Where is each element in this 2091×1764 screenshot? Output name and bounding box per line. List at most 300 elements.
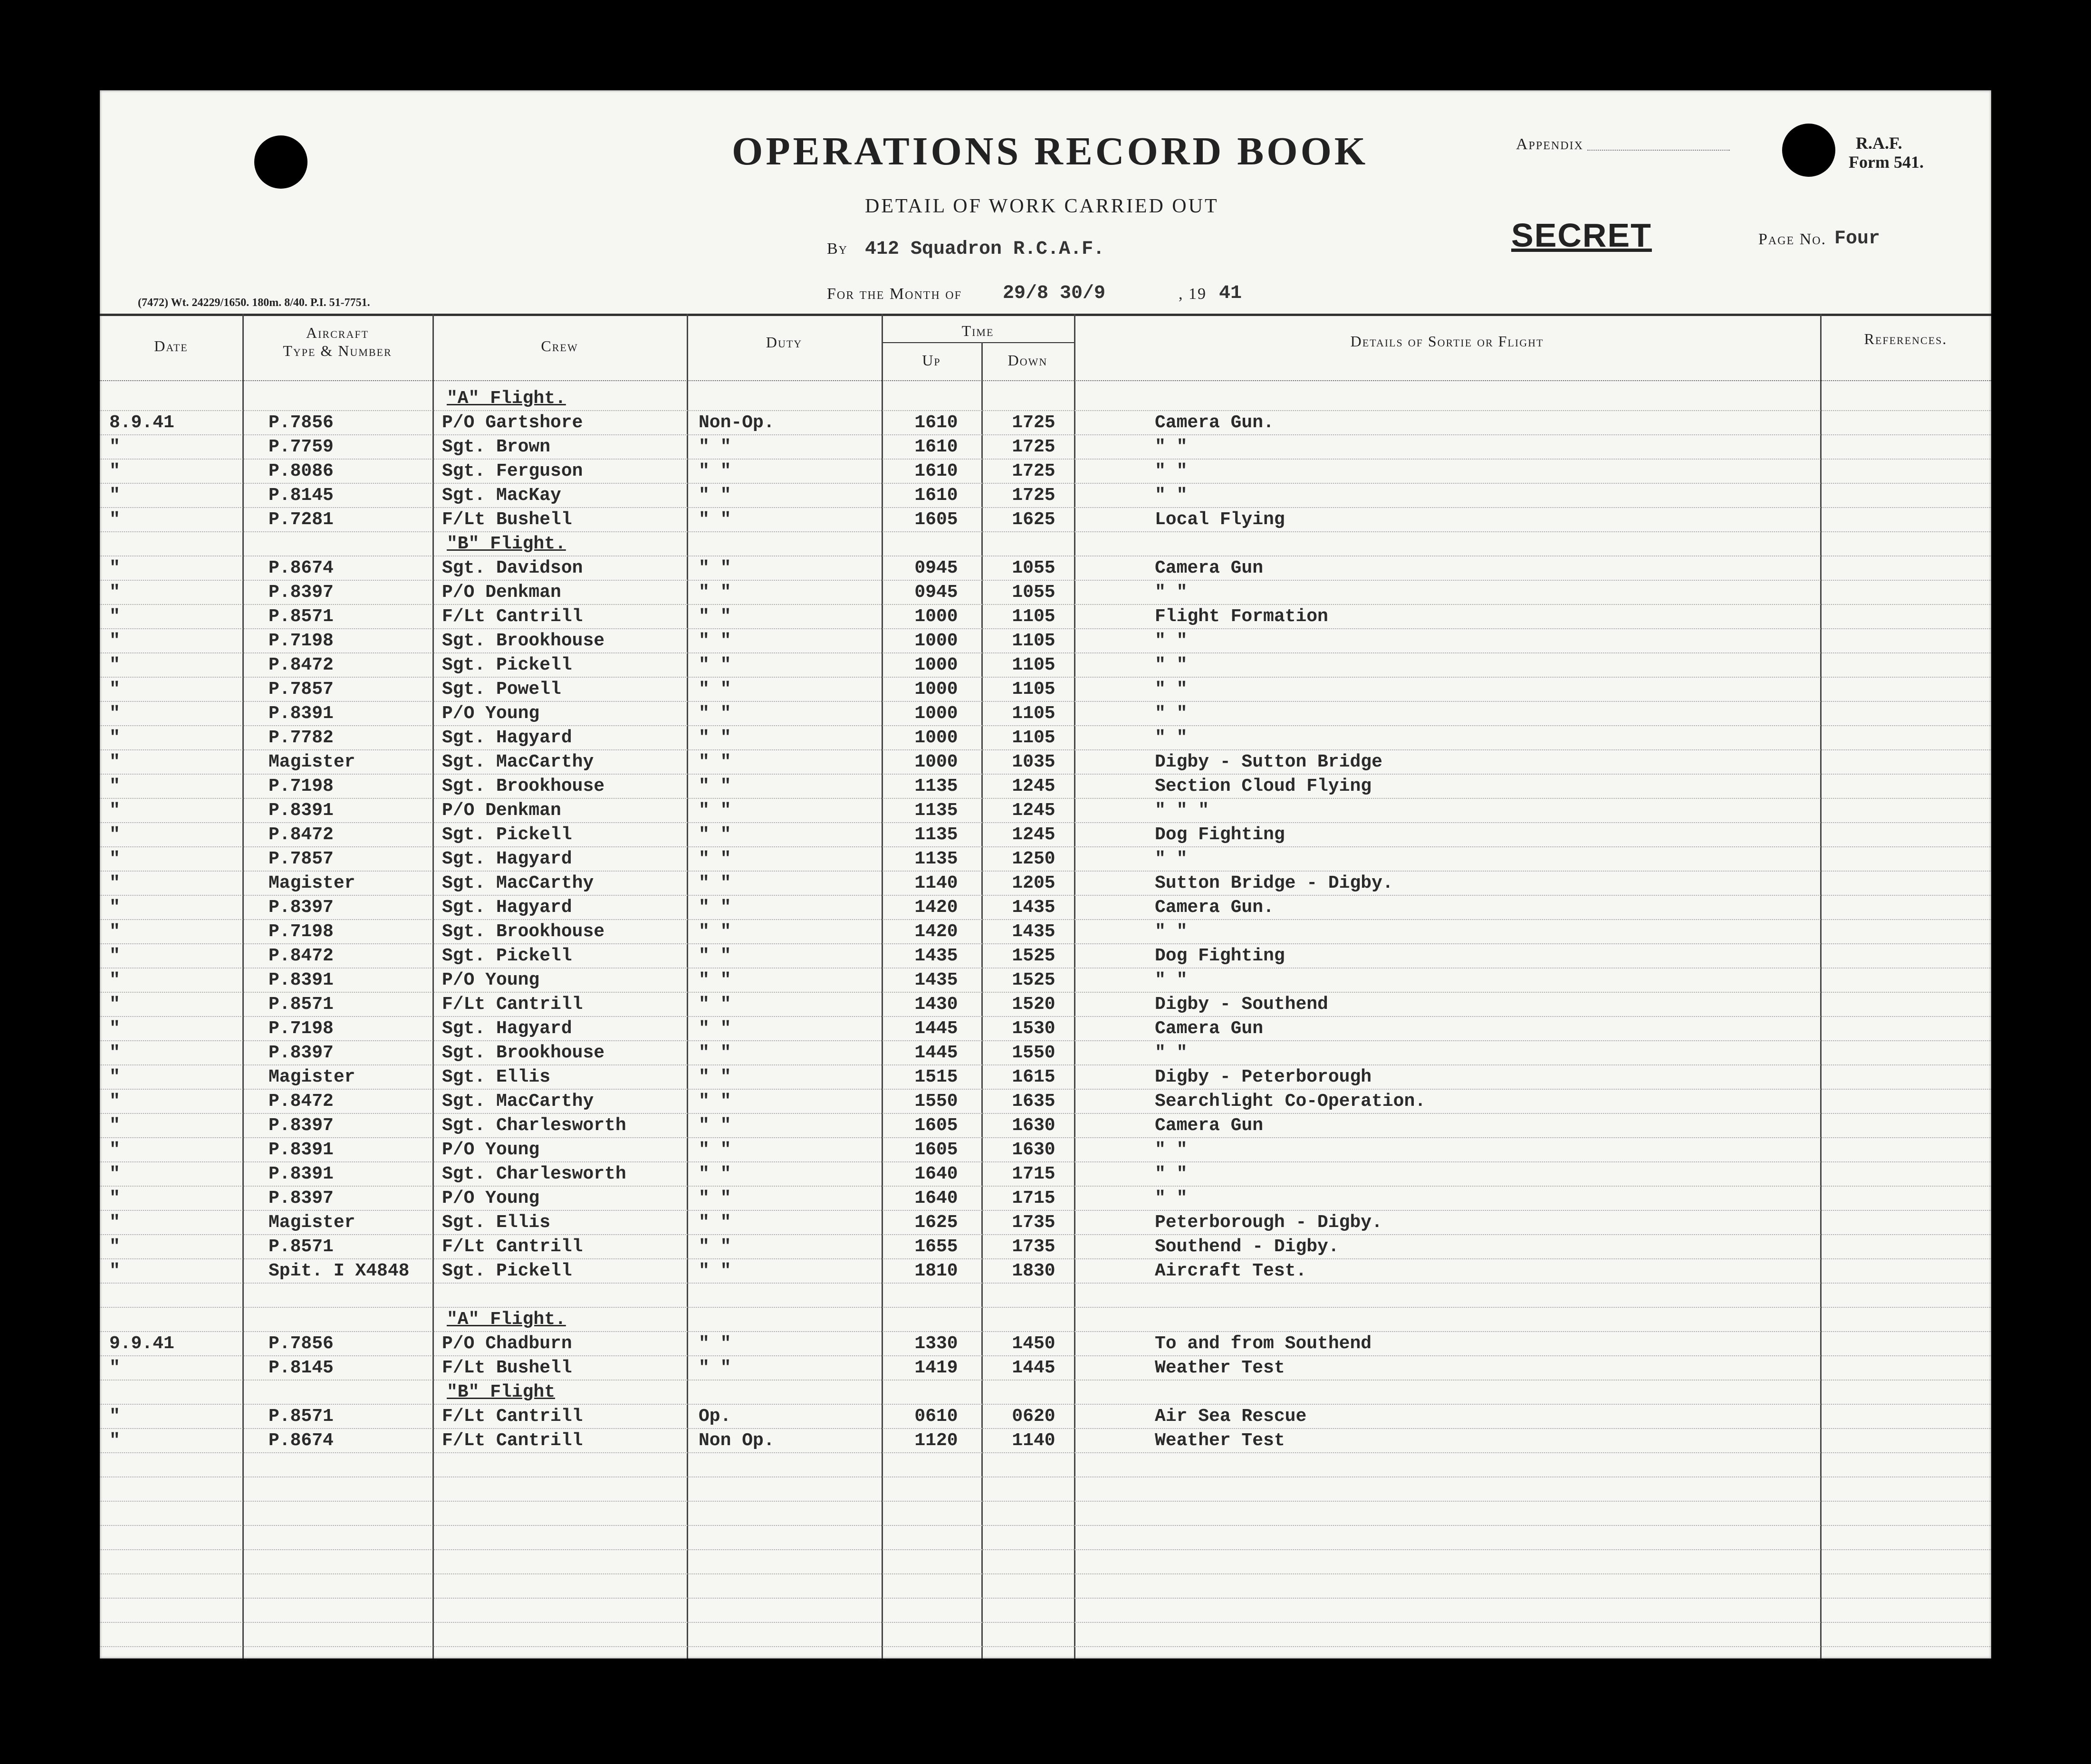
date-cell: " [109,1261,120,1281]
details-cell: " " [1155,582,1188,603]
time-up-cell: 1135 [914,800,958,821]
details-cell: Weather Test [1155,1430,1285,1451]
row-rule [100,1040,1991,1041]
time-up-cell: 1330 [914,1333,958,1354]
time-down-cell: 0620 [1012,1406,1055,1427]
aircraft-cell: P.8391 [269,1140,334,1160]
date-cell: " [109,946,120,966]
details-cell: Dog Fighting [1155,824,1285,845]
crew-cell: Sgt. Pickell [442,824,572,845]
crew-cell: Sgt. Hagyard [442,897,572,918]
date-cell: " [109,1043,120,1063]
duty-cell: " " [699,824,731,845]
time-down-cell: 1250 [1012,849,1055,869]
date-cell: " [109,679,120,700]
details-cell: Air Sea Rescue [1155,1406,1307,1427]
time-down-cell: 1830 [1012,1261,1055,1281]
date-cell: " [109,897,120,918]
time-up-cell: 1550 [914,1091,958,1112]
duty-cell: " " [699,1018,731,1039]
aircraft-cell: P.8674 [269,1430,334,1451]
by-value: 412 Squadron R.C.A.F. [865,239,1105,260]
date-cell: " [109,485,120,506]
row-rule [100,1355,1991,1356]
time-down-cell: 1715 [1012,1188,1055,1208]
flight-section-label: "A" Flight. [447,388,566,409]
header-date: Date [154,337,188,355]
duty-cell: " " [699,485,731,506]
aircraft-cell: P.7759 [269,437,334,457]
time-down-cell: 1725 [1012,412,1055,433]
date-cell: " [109,1188,120,1208]
duty-cell: " " [699,946,731,966]
crew-cell: F/Lt Bushell [442,509,572,530]
duty-cell: " " [699,703,731,724]
row-rule [100,1646,1991,1647]
aircraft-cell: P.8472 [269,946,334,966]
header-details: Details of Sortie or Flight [1350,333,1544,350]
crew-cell: Sgt. MacCarthy [442,1091,594,1112]
row-rule [100,871,1991,872]
aircraft-cell: Magister [269,1212,355,1233]
row-rule [100,410,1991,411]
time-up-cell: 1135 [914,824,958,845]
date-cell: " [109,703,120,724]
date-cell: " [109,728,120,748]
date-cell: " [109,461,120,481]
time-down-cell: 1435 [1012,921,1055,942]
row-rule [100,1428,1991,1429]
crew-cell: Sgt. Pickell [442,1261,572,1281]
time-down-cell: 1630 [1012,1115,1055,1136]
details-cell: Searchlight Co-Operation. [1155,1091,1426,1112]
aircraft-cell: P.8397 [269,1188,334,1208]
date-cell: " [109,582,120,603]
flight-section-label: "B" Flight. [447,534,566,554]
row-rule [100,483,1991,484]
duty-cell: Non Op. [699,1430,775,1451]
duty-cell: " " [699,994,731,1015]
row-rule [100,943,1991,944]
time-up-cell: 1515 [914,1067,958,1087]
date-cell: 9.9.41 [109,1333,174,1354]
time-up-cell: 1610 [914,485,958,506]
month-value: 29/8 30/9 [1003,283,1106,304]
crew-cell: Sgt. Davidson [442,558,583,578]
aircraft-cell: P.8571 [269,1237,334,1257]
details-cell: Weather Test [1155,1358,1285,1378]
aircraft-cell: P.8571 [269,606,334,627]
time-up-cell: 1000 [914,752,958,772]
time-up-cell: 1610 [914,437,958,457]
column-rule [981,342,983,1659]
row-rule [100,531,1991,532]
time-down-cell: 1245 [1012,824,1055,845]
details-cell: " " [1155,1140,1188,1160]
crew-cell: Sgt. Hagyard [442,728,572,748]
row-rule [100,1186,1991,1187]
details-cell: Dog Fighting [1155,946,1285,966]
time-up-cell: 1605 [914,1140,958,1160]
secret-stamp: SECRET [1511,217,1652,254]
row-rule [100,1380,1991,1381]
time-up-cell: 0945 [914,582,958,603]
header-bottom-rule [100,380,1991,381]
row-rule [100,774,1991,775]
aircraft-cell: P.7198 [269,921,334,942]
row-rule [100,1258,1991,1259]
crew-cell: Sgt. Brookhouse [442,776,605,796]
details-cell: Camera Gun [1155,558,1264,578]
row-rule [100,798,1991,799]
duty-cell: " " [699,679,731,700]
details-cell: " " [1155,1043,1188,1063]
row-rule [100,919,1991,920]
raf-label: R.A.F. [1856,134,1902,153]
time-down-cell: 1630 [1012,1140,1055,1160]
date-cell: " [109,1212,120,1233]
duty-cell: " " [699,558,731,578]
duty-cell: " " [699,921,731,942]
date-cell: " [109,824,120,845]
time-up-cell: 1135 [914,776,958,796]
details-cell: " " " [1155,800,1209,821]
crew-cell: P/O Denkman [442,800,561,821]
row-rule [100,1622,1991,1623]
date-cell: " [109,1430,120,1451]
column-rule [242,314,244,1659]
duty-cell: " " [699,800,731,821]
details-cell: " " [1155,970,1188,990]
time-up-cell: 1140 [914,873,958,893]
crew-cell: F/Lt Bushell [442,1358,572,1378]
details-cell: Southend - Digby. [1155,1237,1339,1257]
time-up-cell: 1430 [914,994,958,1015]
aircraft-cell: P.8397 [269,897,334,918]
duty-cell: " " [699,1237,731,1257]
duty-cell: " " [699,1043,731,1063]
column-rule [882,314,883,1659]
appendix-label: Appendix [1516,135,1583,153]
date-cell: " [109,1164,120,1184]
header-down: Down [1007,352,1048,369]
crew-cell: Sgt. Ellis [442,1212,551,1233]
aircraft-cell: P.7856 [269,412,334,433]
time-down-cell: 1725 [1012,485,1055,506]
date-cell: " [109,921,120,942]
date-cell: " [109,1115,120,1136]
date-cell: " [109,849,120,869]
time-up-cell: 1625 [914,1212,958,1233]
time-up-cell: 1655 [914,1237,958,1257]
flight-section-label: "A" Flight. [447,1309,566,1330]
row-rule [100,749,1991,750]
aircraft-cell: P.8397 [269,1115,334,1136]
row-rule [100,1064,1991,1065]
duty-cell: " " [699,1212,731,1233]
header-duty: Duty [766,334,803,351]
details-cell: " " [1155,921,1188,942]
details-cell: Camera Gun. [1155,897,1274,918]
aircraft-cell: P.7857 [269,849,334,869]
time-up-cell: 1640 [914,1188,958,1208]
time-up-cell: 1445 [914,1018,958,1039]
row-rule [100,701,1991,702]
crew-cell: P/O Denkman [442,582,561,603]
duty-cell: Non-Op. [699,412,775,433]
aircraft-cell: P.8391 [269,1164,334,1184]
date-cell: " [109,752,120,772]
details-cell: " " [1155,1164,1188,1184]
duty-cell: " " [699,776,731,796]
row-rule [100,677,1991,678]
crew-cell: Sgt. MacCarthy [442,873,594,893]
header-references: References. [1864,330,1947,347]
time-up-cell: 1000 [914,679,958,700]
duty-cell: " " [699,970,731,990]
aircraft-cell: Magister [269,873,355,893]
time-down-cell: 1725 [1012,461,1055,481]
time-up-cell: 1435 [914,970,958,990]
duty-cell: " " [699,728,731,748]
appendix-line [1587,150,1730,151]
details-cell: Camera Gun [1155,1115,1264,1136]
crew-cell: P/O Gartshore [442,412,583,433]
details-cell: " " [1155,728,1188,748]
aircraft-cell: P.8391 [269,800,334,821]
date-cell: " [109,631,120,651]
time-up-cell: 1445 [914,1043,958,1063]
row-rule [100,507,1991,508]
date-cell: " [109,1018,120,1039]
time-down-cell: 1055 [1012,582,1055,603]
time-up-cell: 0610 [914,1406,958,1427]
aircraft-cell: P.8145 [269,485,334,506]
crew-cell: P/O Chadburn [442,1333,572,1354]
details-cell: " " [1155,1188,1188,1208]
time-up-cell: 1419 [914,1358,958,1378]
date-cell: " [109,509,120,530]
row-rule [100,1113,1991,1114]
crew-cell: Sgt. Pickell [442,946,572,966]
row-rule [100,846,1991,847]
time-down-cell: 1550 [1012,1043,1055,1063]
details-cell: " " [1155,679,1188,700]
date-cell: " [109,970,120,990]
time-down-cell: 1105 [1012,728,1055,748]
duty-cell: " " [699,1091,731,1112]
crew-cell: Sgt. Brookhouse [442,921,605,942]
duty-cell: " " [699,873,731,893]
row-rule [100,1598,1991,1599]
punch-hole [1782,124,1835,177]
duty-cell: " " [699,1067,731,1087]
duty-cell: " " [699,849,731,869]
row-rule [100,628,1991,629]
crew-cell: Sgt. Brookhouse [442,631,605,651]
aircraft-cell: P.8472 [269,824,334,845]
time-down-cell: 1525 [1012,946,1055,966]
time-down-cell: 1140 [1012,1430,1055,1451]
details-cell: Digby - Peterborough [1155,1067,1372,1087]
time-down-cell: 1520 [1012,994,1055,1015]
details-cell: To and from Southend [1155,1333,1372,1354]
punch-hole [254,135,307,189]
form-541-page [100,90,1991,1659]
aircraft-cell: Magister [269,752,355,772]
duty-cell: " " [699,1188,731,1208]
row-rule [100,1137,1991,1138]
details-cell: Digby - Southend [1155,994,1328,1015]
header-aircraft-sub: Type & Number [283,342,392,359]
duty-cell: " " [699,1140,731,1160]
details-cell: Digby - Sutton Bridge [1155,752,1382,772]
time-up-cell: 1000 [914,631,958,651]
date-cell: " [109,776,120,796]
time-down-cell: 1245 [1012,776,1055,796]
date-cell: " [109,437,120,457]
details-cell: Camera Gun. [1155,412,1274,433]
page-value: Four [1834,228,1880,249]
form-number: Form 541. [1849,153,1924,172]
time-down-cell: 1615 [1012,1067,1055,1087]
crew-cell: Sgt. Hagyard [442,1018,572,1039]
crew-cell: Sgt. Ellis [442,1067,551,1087]
time-up-cell: 1000 [914,655,958,675]
date-cell: " [109,1358,120,1378]
row-rule [100,1404,1991,1405]
aircraft-cell: P.7782 [269,728,334,748]
crew-cell: Sgt. MacCarthy [442,752,594,772]
time-down-cell: 1105 [1012,679,1055,700]
time-up-cell: 1135 [914,849,958,869]
crew-cell: Sgt. Pickell [442,655,572,675]
date-cell: " [109,558,120,578]
date-cell: " [109,1067,120,1087]
time-subrule [882,342,1074,343]
duty-cell: " " [699,897,731,918]
duty-cell: " " [699,1261,731,1281]
time-down-cell: 1735 [1012,1212,1055,1233]
row-rule [100,992,1991,993]
details-cell: Local Flying [1155,509,1285,530]
time-up-cell: 1605 [914,1115,958,1136]
time-down-cell: 1735 [1012,1237,1055,1257]
date-cell: " [109,606,120,627]
time-up-cell: 1640 [914,1164,958,1184]
row-rule [100,1307,1991,1308]
row-rule [100,822,1991,823]
aircraft-cell: Magister [269,1067,355,1087]
time-down-cell: 1435 [1012,897,1055,918]
details-cell: Aircraft Test. [1155,1261,1307,1281]
row-rule [100,459,1991,460]
time-down-cell: 1715 [1012,1164,1055,1184]
time-down-cell: 1625 [1012,509,1055,530]
crew-cell: Sgt. Charlesworth [442,1115,626,1136]
aircraft-cell: P.8391 [269,970,334,990]
row-rule [100,1089,1991,1090]
time-down-cell: 1035 [1012,752,1055,772]
time-down-cell: 1105 [1012,703,1055,724]
row-rule [100,434,1991,435]
details-cell: Section Cloud Flying [1155,776,1372,796]
time-down-cell: 1725 [1012,437,1055,457]
column-rule [432,314,434,1659]
time-down-cell: 1105 [1012,631,1055,651]
year-value: 41 [1219,283,1242,304]
time-down-cell: 1055 [1012,558,1055,578]
row-rule [100,1016,1991,1017]
details-cell: " " [1155,485,1188,506]
header-time: Time [961,322,994,339]
aircraft-cell: P.7198 [269,1018,334,1039]
crew-cell: Sgt. Brown [442,437,551,457]
row-rule [100,1573,1991,1574]
column-rule [1820,314,1822,1659]
crew-cell: Sgt. Brookhouse [442,1043,605,1063]
time-down-cell: 1205 [1012,873,1055,893]
aircraft-cell: P.8674 [269,558,334,578]
crew-cell: Sgt. Powell [442,679,561,700]
time-up-cell: 1605 [914,509,958,530]
crew-cell: F/Lt Cantrill [442,1430,583,1451]
column-rule [687,314,688,1659]
header-crew: Crew [541,337,578,355]
header-aircraft: Aircraft [306,324,369,341]
crew-cell: P/O Young [442,970,540,990]
by-label: By [827,240,848,258]
aircraft-cell: Spit. I X4848 [269,1261,410,1281]
duty-cell: " " [699,1333,731,1354]
details-cell: " " [1155,655,1188,675]
time-down-cell: 1105 [1012,655,1055,675]
time-up-cell: 1435 [914,946,958,966]
details-cell: " " [1155,631,1188,651]
page-label: Page No. [1758,230,1827,248]
date-cell: " [109,873,120,893]
details-cell: " " [1155,437,1188,457]
row-rule [100,1549,1991,1550]
time-up-cell: 1000 [914,606,958,627]
row-rule [100,1452,1991,1453]
date-cell: " [109,994,120,1015]
duty-cell: " " [699,631,731,651]
details-cell: Sutton Bridge - Digby. [1155,873,1393,893]
row-rule [100,1525,1991,1526]
month-label: For the Month of [827,285,962,303]
aircraft-cell: P.7198 [269,631,334,651]
year-prefix: , 19 [1179,285,1207,303]
header-up: Up [922,352,941,369]
details-cell: Flight Formation [1155,606,1328,627]
date-cell: 8.9.41 [109,412,174,433]
time-up-cell: 1610 [914,461,958,481]
date-cell: " [109,1406,120,1427]
crew-cell: Sgt. Ferguson [442,461,583,481]
time-up-cell: 1000 [914,703,958,724]
time-down-cell: 1530 [1012,1018,1055,1039]
aircraft-cell: P.7856 [269,1333,334,1354]
row-rule [100,1331,1991,1332]
aircraft-cell: P.7857 [269,679,334,700]
header-rule [100,314,1991,316]
row-rule [100,1501,1991,1502]
duty-cell: " " [699,1358,731,1378]
row-rule [100,1210,1991,1211]
date-cell: " [109,655,120,675]
row-rule [100,895,1991,896]
